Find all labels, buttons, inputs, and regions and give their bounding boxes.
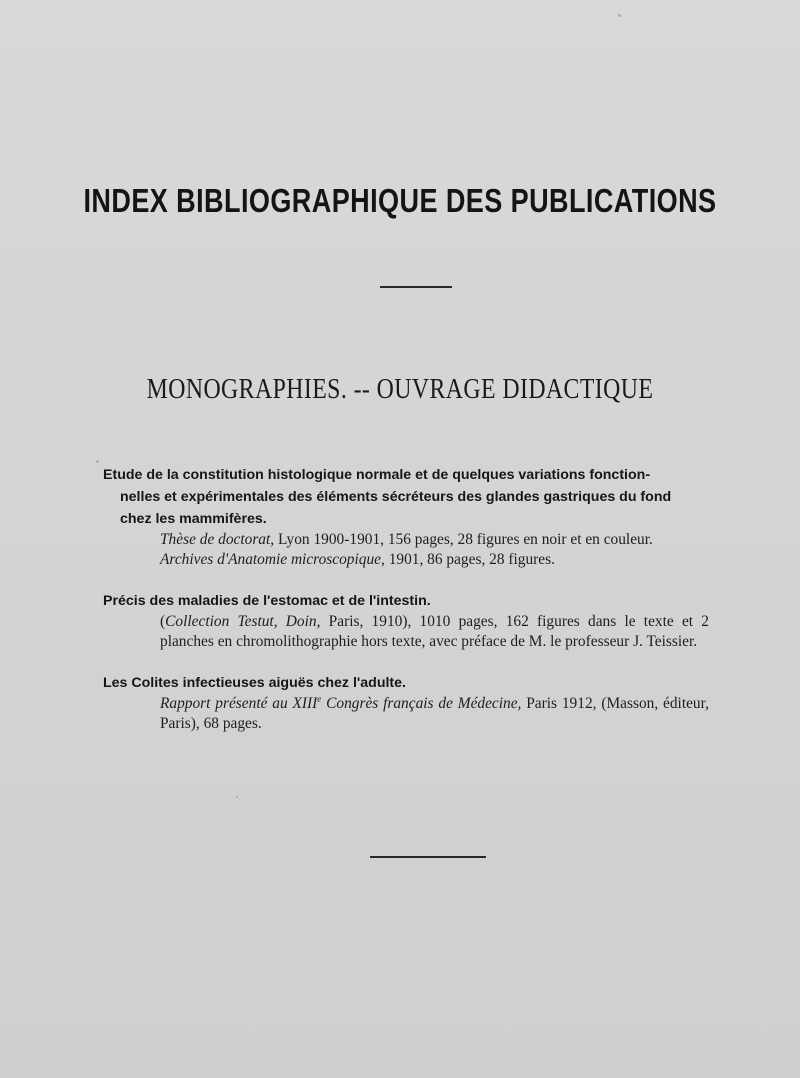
paper-speck [96, 460, 99, 463]
entry-detail: Archives d'Anatomie microscopique, 1901, 86 pages, 28 figures. [160, 551, 555, 568]
section-heading: MONOGRAPHIES. -- OUVRAGE DIDACTIQUE [146, 374, 654, 405]
entry-detail: Rapport présenté au XIIIe Congrès français de Médecine, Paris 1912, (Masson, éditeur, Paris), 68 pages. [160, 693, 709, 732]
paper-speck [618, 14, 621, 17]
page-title: INDEX BIBLIOGRAPHIQUE DES PUBLICATIONS [83, 182, 717, 219]
entry-title: Les Colites infectieuses aiguës chez l'adulte. [103, 675, 406, 691]
title-divider [380, 286, 452, 288]
bibliography-entry [103, 590, 709, 652]
entry-title: Etude de la constitution histologique normale et de quelques variations fonction- nelles et expérimentales des éléments sécréteurs des glandes gastriques du fond chez les mammifères. [103, 467, 672, 527]
paper-speck [236, 796, 238, 798]
entry-detail: Thèse de doctorat, Lyon 1900-1901, 156 pages, 28 figures en noir et en couleur. [160, 531, 653, 548]
bibliography-entry [103, 672, 709, 734]
bibliography-list [103, 464, 709, 754]
entry-detail: (Collection Testut, Doin, Paris, 1910), 1010 pages, 162 figures dans le texte et 2 planches en chromolithographie hors texte, avec préface de M. le professeur J. Teissier. [160, 613, 709, 650]
end-divider [370, 856, 486, 858]
bibliography-entry [103, 464, 709, 570]
entry-title: Précis des maladies de l'estomac et de l'intestin. [103, 593, 431, 609]
